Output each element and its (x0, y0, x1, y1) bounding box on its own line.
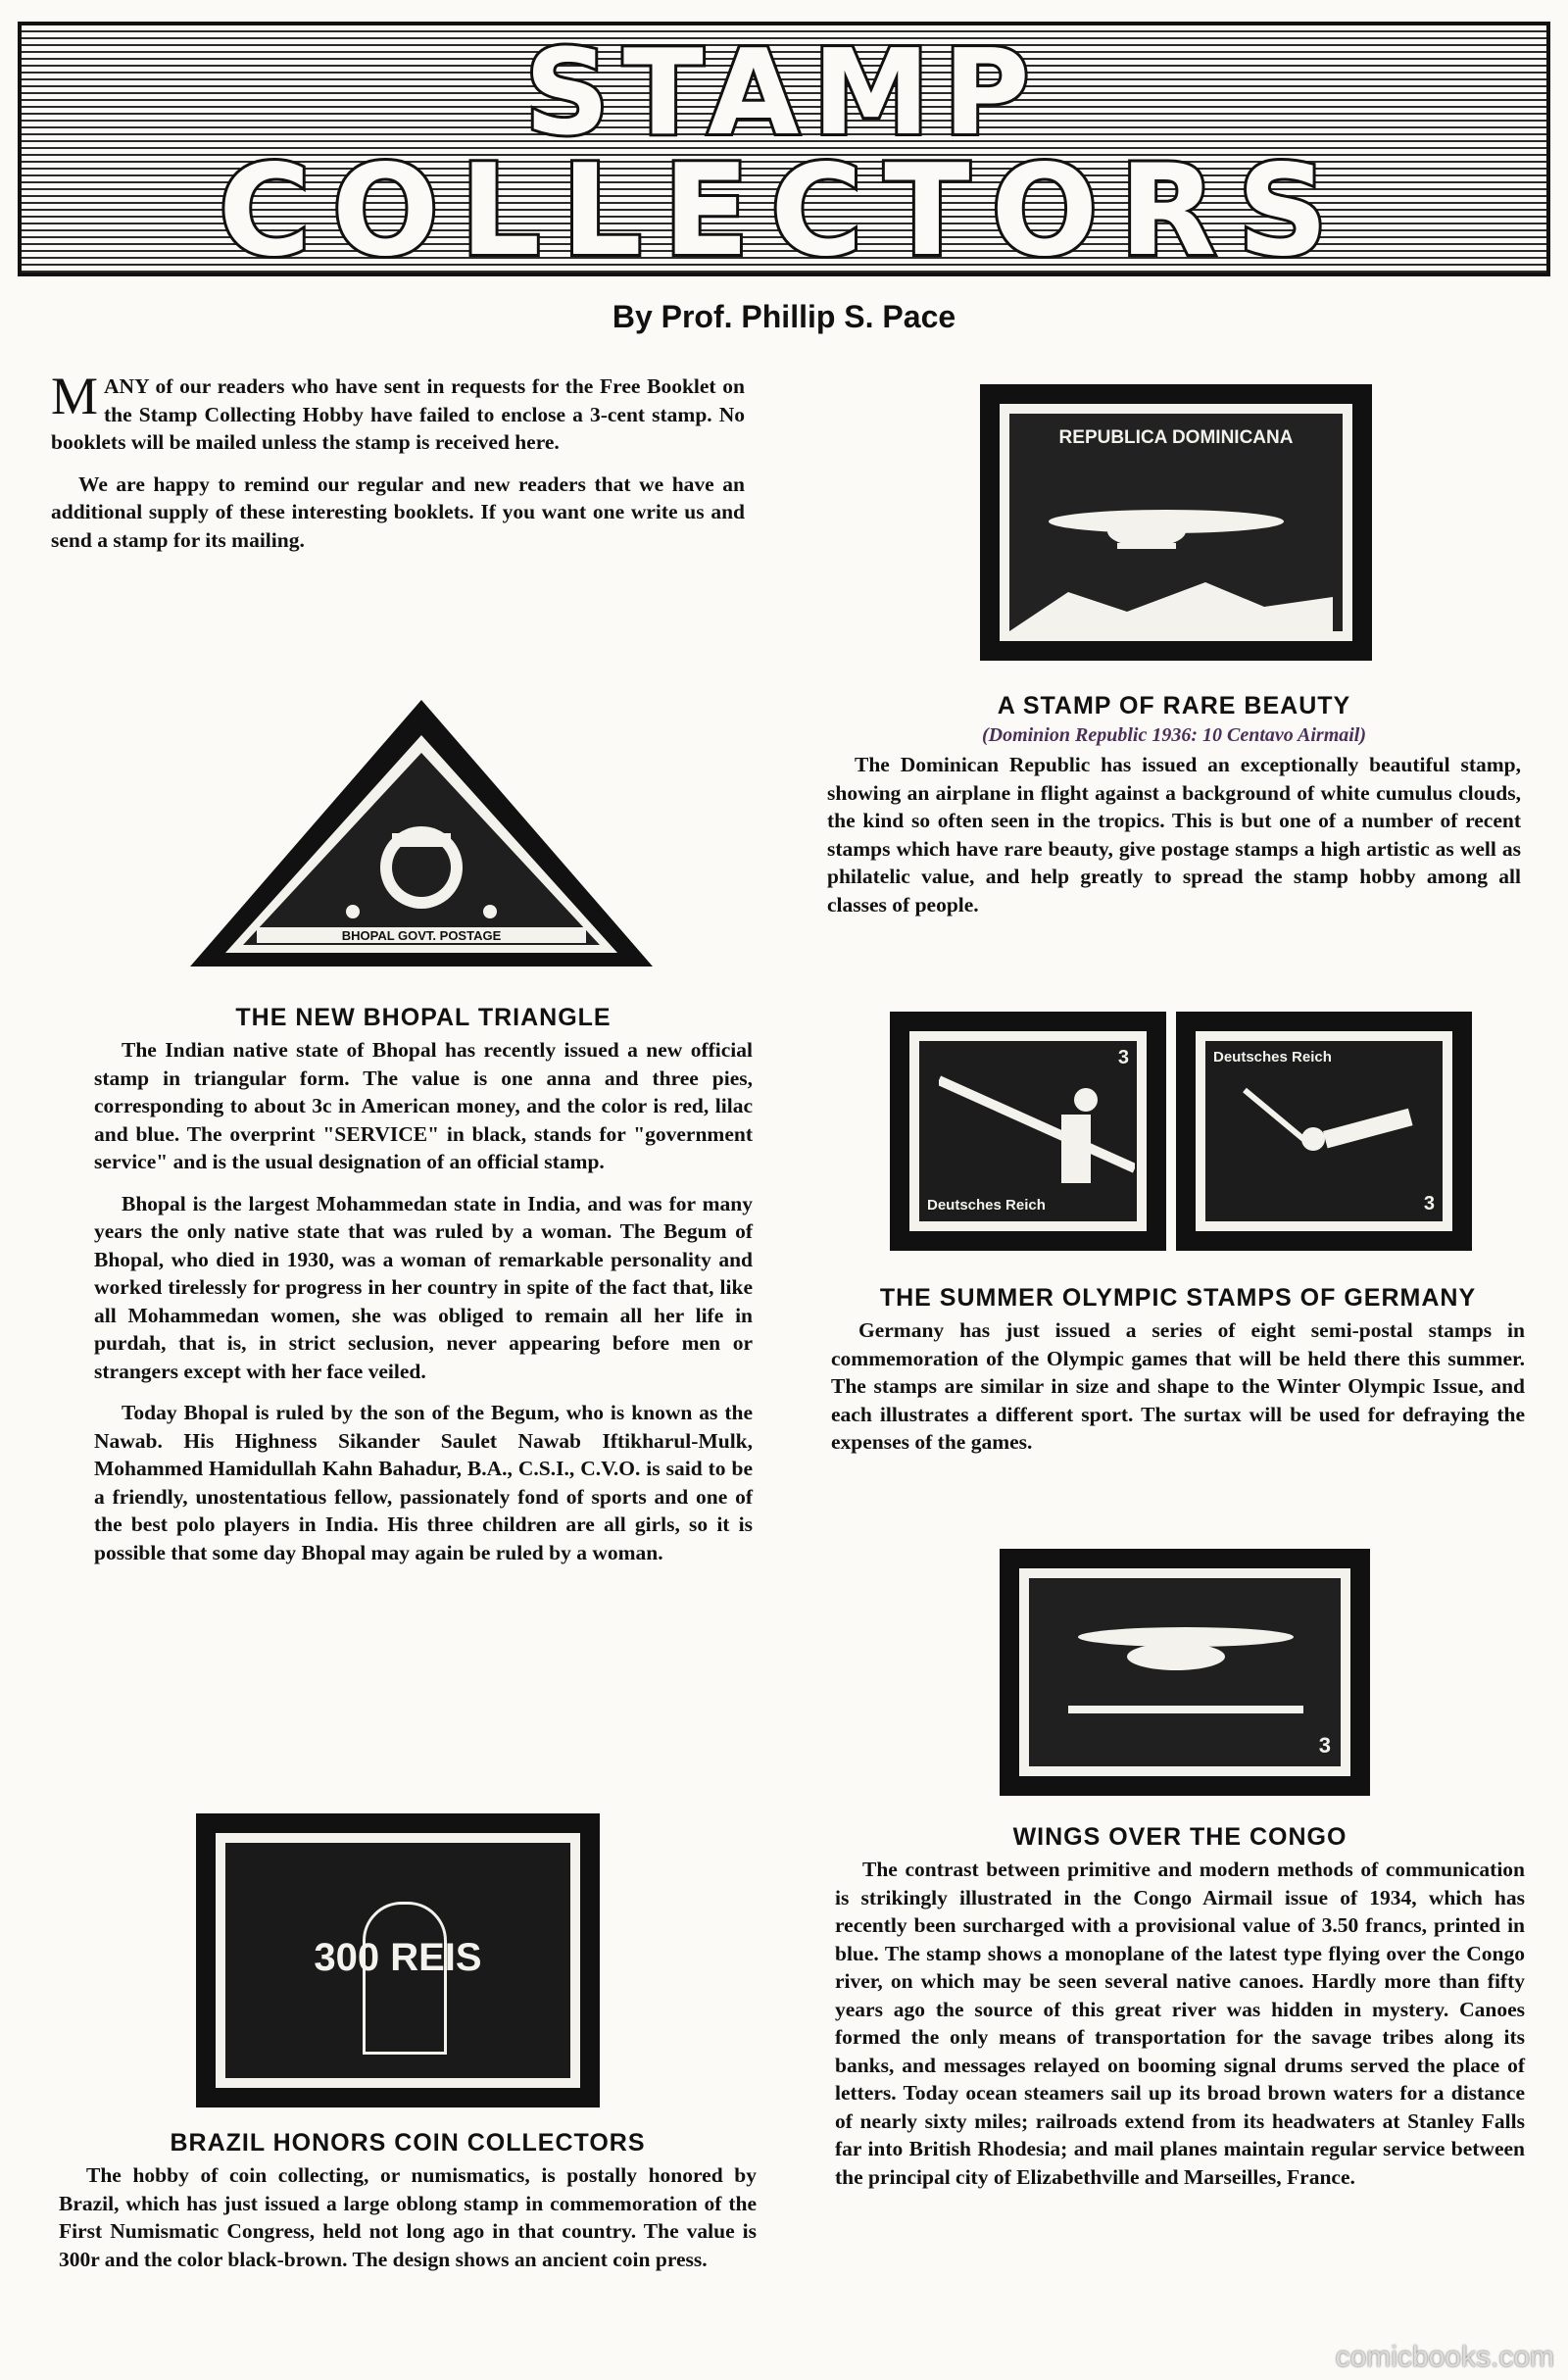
olympic-paragraph-1: Germany has just issued a series of eight semi-postal stamps in commemoration of the Olympic games that will be held there this summer. The stamps are similar in size and shape to the Winter Olympic Issue, and each illustrates a different sport. The surtax will be used for defraying the expenses of the games. (831, 1318, 1525, 1454)
congo-paragraph-1: The contrast between primitive and modern methods of communication is strikingly illustrated in the Congo Airmail issue of 1934, which has recently been surcharged with a provisional value of 3.50 francs, printed in blue. The stamp shows a monoplane of the latest type flying over the Congo river, on which may be seen several native canoes. Hardly more than fifty years ago the source of this great river was hidden in mystery. Canoes formed the only means of transportation for the savage tribes along its banks, and messages relayed on booming signal drums served the place of letters. Today ocean steamers sail up its broad brown waters for a distance of nearly sixty miles; railroads extend from its headwaters at Stanley Falls far into British Rhodesia; and mail planes maintain regular service between the principal city of Elizabethville and Marseilles, France. (835, 1858, 1525, 2189)
dominican-paragraph-1: The Dominican Republic has issued an exceptionally beautiful stamp, showing an airplane in flight against a background of white cumulus clouds, the kind so often seen in the tropics. This is but one of a number of recent stamps which have rare beauty, give postage stamps a high artistic as well as philatelic value, and help greatly to spread the stamp hobby among all classes of people. (827, 753, 1521, 917)
byline: By Prof. Phillip S. Pace (612, 299, 956, 334)
intro-paragraph-1 (51, 367, 745, 457)
bhopal-section (94, 1004, 753, 1580)
bhopal-heading: THE NEW BHOPAL TRIANGLE (235, 1004, 612, 1031)
dominican-subheading: (Dominion Republic 1936: 10 Centavo Airmail) (981, 724, 1367, 746)
diver-icon (1235, 1070, 1431, 1208)
olympic-stamp-gymnast-label: Deutsches Reich (927, 1197, 1046, 1214)
olympic-section (831, 1284, 1525, 1470)
watermark: comicbooks.com (1335, 2341, 1554, 2373)
monoplane-icon (1049, 1598, 1323, 1735)
congo-heading: WINGS OVER THE CONGO (1012, 1823, 1348, 1851)
brazil-stamp-value: 300 REIS (314, 1936, 482, 1979)
banner-title-line1: STAMP (524, 25, 1044, 162)
olympic-stamp-diver (1176, 1012, 1472, 1251)
dominican-heading: A STAMP OF RARE BEAUTY (997, 692, 1351, 719)
congo-section (835, 1823, 1525, 2205)
brazil-paragraph-1: The hobby of coin collecting, or numismatics, is postally honored by Brazil, which has just issued a large oblong stamp in commemoration of the First Numismatic Congress, held not long ago in that country. The value is 300r and the color black-brown. The design shows an ancient coin press. (59, 2163, 757, 2271)
brazil-stamp (196, 1813, 600, 2107)
olympic-stamp-gymnast (890, 1012, 1166, 1251)
banner-title-line2: COLLECTORS (218, 138, 1350, 284)
olympic-stamp-gymnast-value: 3 (1117, 1047, 1129, 1068)
bhopal-triangle-stamp (186, 696, 657, 970)
dominican-stamp-label: REPUBLICA DOMINICANA (1058, 427, 1294, 448)
bhopal-stamp-label: BHOPAL GOVT. POSTAGE (341, 928, 502, 943)
title-banner (18, 22, 1550, 284)
bhopal-paragraph-1: The Indian native state of Bhopal has recently issued a new official stamp in triangular form. The value is one anna and three pies, corresponding to about 3c in American money, and the color is red, lilac and blue. The overprint "SERVICE" in black, stands for "government service" and is the usual designation of an official stamp. (94, 1038, 753, 1173)
brazil-heading: BRAZIL HONORS COIN COLLECTORS (170, 2129, 646, 2157)
brazil-section (59, 2129, 757, 2287)
congo-stamp (1000, 1549, 1370, 1796)
olympic-stamp-diver-label: Deutsches Reich (1213, 1049, 1332, 1066)
bhopal-paragraph-2: Bhopal is the largest Mohammedan state in India, and was for many years the only native state that was ruled by a woman. The Begum of Bhopal, who died in 1930, was a woman of remarkable personality and worked tirelessly for progress in her country in spite of the fact that, like all Mohammedan women, she was obliged to remain all her life in purdah, that is, in strict seclusion, never appearing before men or strangers except with her face veiled. (94, 1191, 753, 1383)
congo-stamp-value: 3 (1318, 1733, 1331, 1758)
bhopal-paragraph-3: Today Bhopal is ruled by the son of the Begum, who is known as the Nawab. His Highness Sikander Saulet Nawab Iftikharul-Mulk, Mohammed Hamidullah Kahn Bahadur, B.A., C.S.I., C.V.O. is said to be a friendly, unostentatious fellow, passionately fond of sports and one of the best polo players in India. His three children are all girls, so it is possible that some day Bhopal may again be ruled by a woman. (94, 1401, 753, 1564)
drop-cap: M (51, 367, 99, 425)
intro-section (51, 367, 745, 568)
dominican-stamp (980, 384, 1372, 661)
intro-paragraph-2: We are happy to remind our regular and new readers that we have an additional supply of these interesting booklets. If you want one write us and send a stamp for its mailing. (51, 471, 745, 552)
mountains-icon (1009, 572, 1333, 631)
olympic-heading: THE SUMMER OLYMPIC STAMPS OF GERMANY (879, 1284, 1477, 1312)
airplane-icon (1039, 472, 1294, 580)
gymnast-icon (939, 1061, 1135, 1198)
dominican-stamp-value: 10 (1308, 598, 1333, 622)
olympic-stamp-diver-value: 3 (1423, 1193, 1435, 1215)
intro-paragraph-1-text: ANY of our readers who have sent in requests for the Free Booklet on the Stamp Collecting Hobby have failed to enclose a 3-cent stamp. No booklets will be mailed unless the stamp is received here. (51, 374, 745, 454)
dominican-section (827, 692, 1521, 932)
